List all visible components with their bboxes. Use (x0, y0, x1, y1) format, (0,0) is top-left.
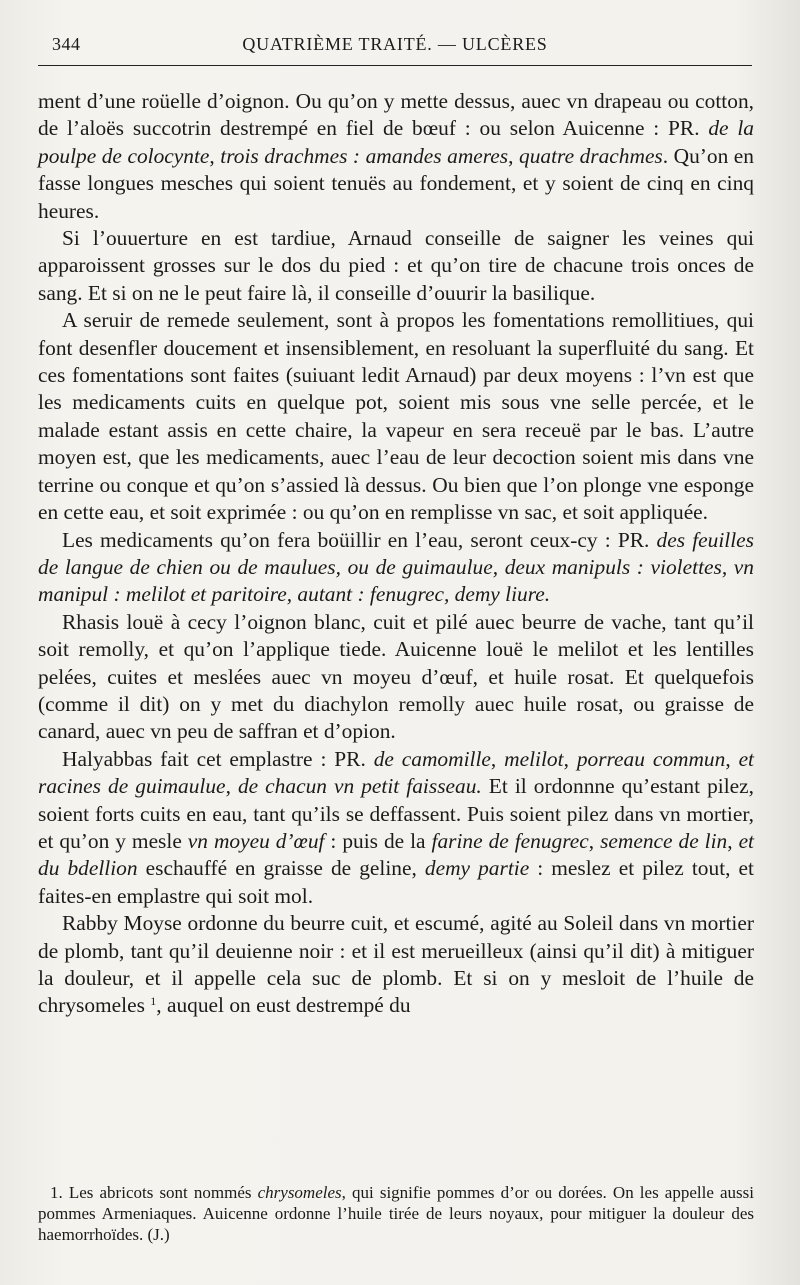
text-run: Rabby Moyse ordonne du beurre cuit, et escumé, agité au Soleil dans vn mortier de plomb, tant qu’il deuienne noir : et il est merueilleux (ainsi qu’il dit) à mitiguer la douleur, et il appelle cela suc de plomb. Et si on y mesloit de l’huile de chrysomeles (38, 911, 754, 1018)
text-run: : meslez et pilez tout, et faites-en emplastre qui soit mol. (38, 856, 754, 908)
page-number: 344 (52, 34, 81, 54)
italic-run: farine de fenugrec (431, 828, 589, 853)
text-run: , auquel on eust destrempé du (156, 993, 411, 1018)
text-run: , (225, 774, 238, 799)
footnote-text (38, 1182, 754, 1245)
italic-run: et racines de guimaulue (38, 746, 754, 799)
text-run: Si l’ouuerture en est tardiue, Arnaud conseille de saigner les veines qui apparoissent grosses sur le dos du pied : et qu’on tire de chacune trois onces de sang. Et si on ne le peut faire là, il conseille d’ouurir la basilique. (38, 226, 754, 305)
text-run: , (725, 746, 739, 771)
italic-run: vn moyeu d’œuf (187, 828, 325, 853)
page-header (38, 30, 752, 60)
paragraph (38, 88, 754, 225)
text-run: Halyabbas fait cet emplastre : PR. (62, 746, 374, 771)
italic-run: demy partie (424, 856, 530, 881)
italic-run: de camomille (373, 746, 491, 771)
text-run: Rhasis louë à cecy l’oignon blanc, cuit et pilé auec beurre de vache, tant qu’il soit remolly, et qu’on l’applique tiede. Auicenne louë le melilot et les lentilles pelées, cuites et meslées auec vn moyeu d’œuf, et huile rosat. Et quelquefois (comme il dit) on y met du diachylon remolly auec huile rosat, ou graisse de canard, auec vn peu de saffran et d’opion. (38, 609, 754, 744)
text-run: Et il ordonnne qu’estant pilez, soient forts cuits en eau, tant qu’ils se deffassent. Puis soient pilez dans vn mortier, et qu’on y mesle (38, 774, 754, 853)
paragraph (38, 746, 754, 910)
italic-run: et du bdellion (38, 828, 754, 881)
italic-run: de chacun vn petit faisseau. (237, 774, 482, 799)
footnote (38, 1182, 754, 1245)
text-run: . Qu’on en fasse longues mesches qui soient tenuës au fondement, et y soient de cinq en cinq heures. (38, 143, 755, 223)
text-run: , (490, 746, 505, 771)
text-run: , (563, 746, 577, 771)
text-run: , (209, 143, 221, 168)
header-rule (38, 65, 752, 66)
text-run: , qui signifie pommes d’or ou dorées. On les appelle aussi pommes Armeniaques. Auicenne ordonne l’huile tirée de leurs noyaux, pour mitiguer la douleur des haemorrhoïdes. (J.) (38, 1183, 754, 1244)
running-title: QUATRIÈME TRAITÉ. — ULCÈRES (242, 34, 548, 54)
text-run: eschauffé en graisse de geline, (137, 856, 425, 881)
italic-run: de la poulpe de colocynte (38, 116, 754, 168)
text-run: A seruir de remede seulement, sont à propos les fomentations remollitiues, qui font desenfler doucement et insensiblement, en resoluant la superfluité du sang. Et ces fomentations sont faites (suiuant ledit Arnaud) par deux moyens : l’vn est que les medicaments cuits en quelque pot, soient mis sous vne selle percée, et le malade estant assis en cette chaire, la vapeur en sera receuë par le bas. L’autre moyen est, que les medicaments, auec l’eau de leur decoction soient mis dans vne terrine ou conque et qu’on s’assied là dessus. Ou bien que l’on plonge vne esponge en cette eau, et soit exprimée : ou qu’on en remplisse vn sac, et soit appliquée. (38, 308, 754, 525)
text-run: , (588, 828, 601, 853)
footnote-marker: 1 (150, 994, 157, 1009)
paragraph (38, 527, 754, 609)
italic-run: quatre drachmes (519, 143, 663, 168)
italic-run: porreau commun (576, 746, 726, 771)
paragraph (38, 910, 754, 1020)
text-run: : puis de la (324, 828, 432, 853)
text-run: , (727, 828, 739, 853)
main-text (38, 88, 754, 1020)
italic-run: melilot (504, 746, 564, 771)
text-run: Les medicaments qu’on fera boüillir en l’eau, seront ceux-cy : PR. (62, 527, 657, 552)
paragraph (38, 609, 754, 746)
paragraph (38, 307, 754, 526)
text-run: ment d’une roüelle d’oignon. Ou qu’on y mette dessus, auec vn drapeau ou cotton, de l’aloës succotrin destrempé en fiel de bœuf : ou selon Auicenne : PR. (38, 89, 754, 141)
italic-run: chrysomeles (257, 1183, 342, 1202)
paragraph (38, 225, 754, 307)
italic-run: trois drachmes : amandes ameres (220, 143, 509, 168)
text-run: 1. Les abricots sont nommés (50, 1183, 258, 1202)
italic-run: des feuilles de langue de chien ou de maulues, ou de guimaulue, deux manipuls : violettes, vn manipul : melilot et paritoire, autant : fenugrec, demy liure. (38, 527, 754, 607)
italic-run: semence de lin (600, 828, 728, 853)
text-run: , (508, 143, 520, 168)
